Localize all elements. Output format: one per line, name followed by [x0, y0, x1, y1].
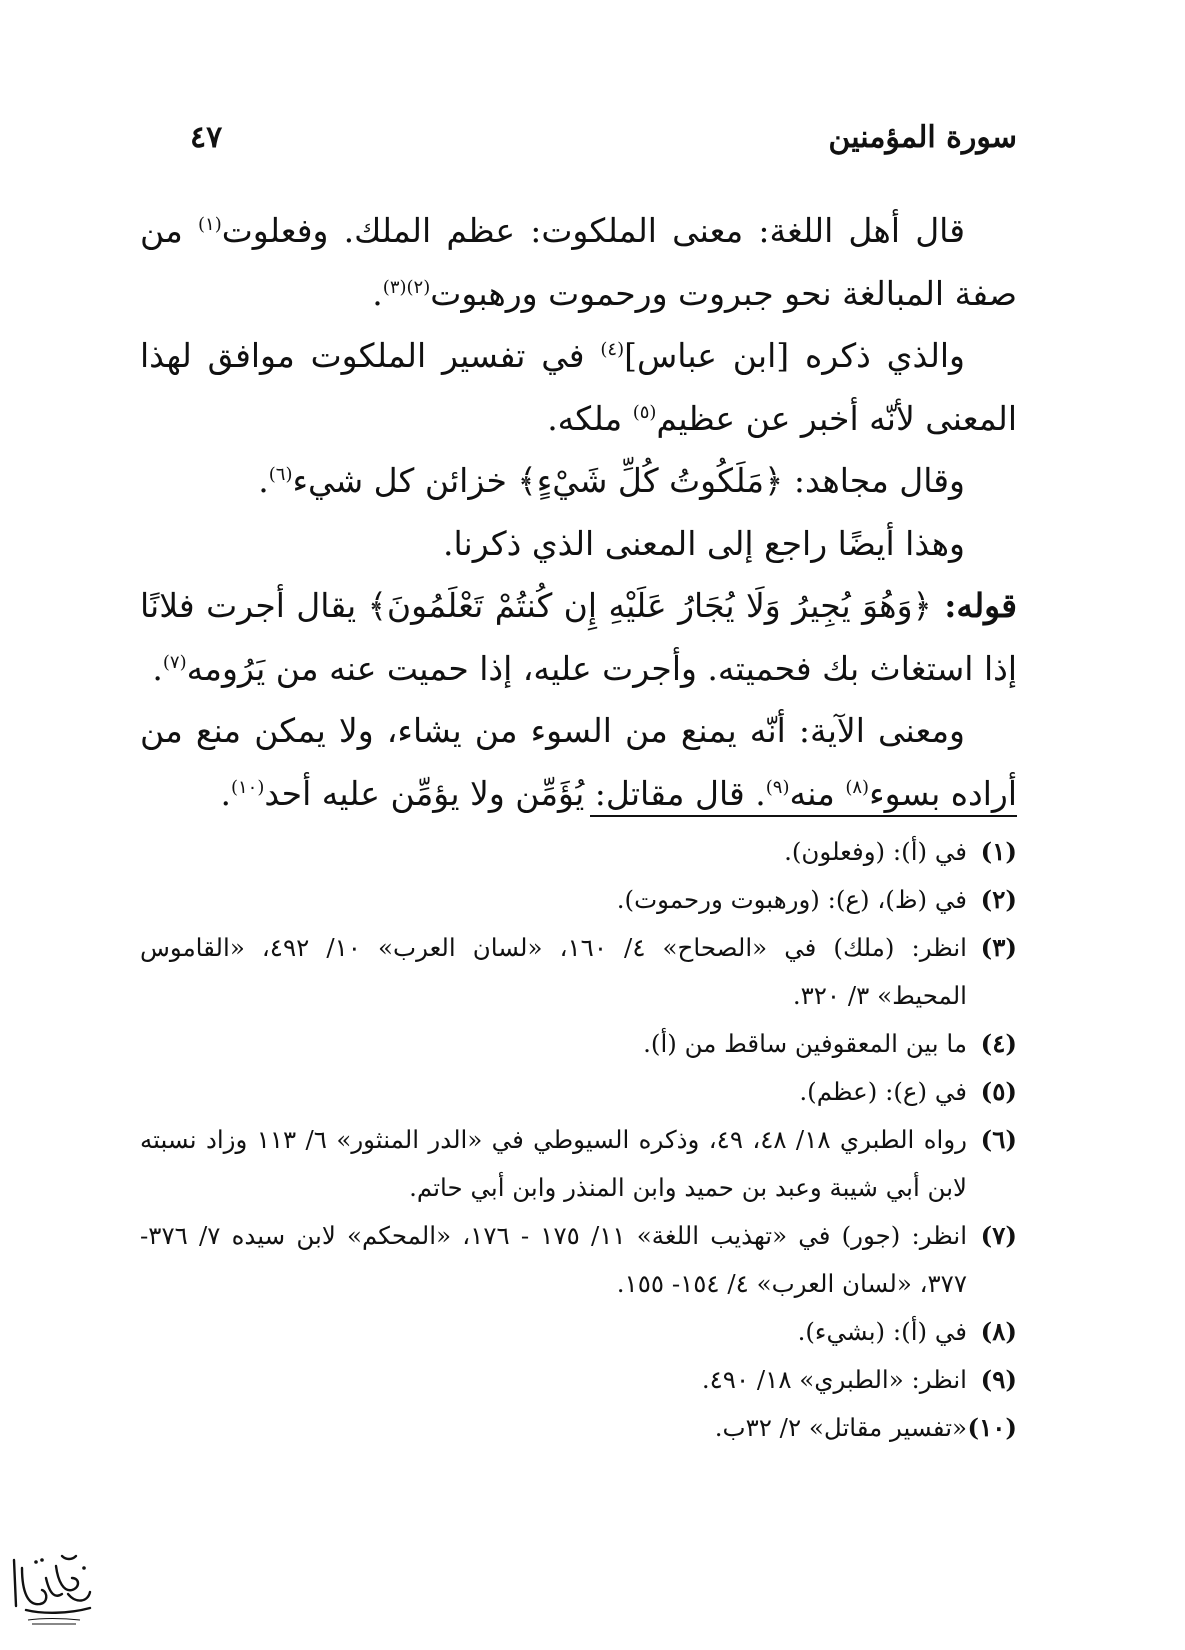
footnote-number: (١٠)	[967, 1413, 1017, 1442]
page-number: ٤٧	[190, 120, 223, 155]
footnote-number: (٨)	[980, 1317, 1017, 1346]
footnote-number: (٣)	[980, 933, 1017, 962]
footnote-item	[140, 1212, 1017, 1308]
footnote-text: رواه الطبري ١٨/ ٤٨، ٤٩، وذكره السيوطي في «الدر المنثور» ٦/ ١١٣ وزاد نسبته لابن أبي شيبة وعبد بن حميد وابن المنذر وابن أبي حاتم.	[140, 1125, 968, 1202]
footnote-item	[140, 924, 1017, 1020]
footnote-text: في (أ): (بشيء).	[797, 1317, 967, 1346]
text-run: وقال مجاهد:	[783, 461, 965, 500]
footnote-ref-8[interactable]: (٨)	[845, 776, 870, 798]
footnote-item	[140, 1068, 1017, 1116]
text-run: خزائن كل شيء	[292, 461, 518, 500]
footnote-ref-5[interactable]: (٥)	[632, 401, 657, 423]
text-run: من صفة المبالغة نحو جبروت ورحموت ورهبوت	[140, 211, 1017, 313]
text-run: وهذا أيضًا راجع إلى المعنى الذي ذكرنا.	[443, 523, 965, 563]
footnote-number: (٥)	[980, 1077, 1017, 1106]
text-run: منه	[789, 773, 846, 813]
footnote-text: ما بين المعقوفين ساقط من (أ).	[643, 1029, 967, 1058]
footnote-ref-10[interactable]: (١٠)	[230, 776, 265, 798]
footnote-text: في (ظ)، (ع): (ورهبوت ورحموت).	[616, 885, 967, 914]
footnote-text: في (أ): (وفعلون).	[784, 837, 967, 866]
footnote-ref-1[interactable]: (١)	[198, 214, 222, 235]
footnote-text: انظر: (ملك) في «الصحاح» ٤/ ١٦٠، «لسان العرب» ١٠/ ٤٩٢، «القاموس المحيط» ٣/ ٣٢٠.	[140, 933, 967, 1010]
text-run: في تفسير الملكوت موافق لهذا المعنى لأنّه أخبر عن عظيم	[140, 336, 1017, 438]
text-run: والذي ذكره [ابن عباس]	[624, 336, 965, 375]
text-run: .	[220, 773, 231, 813]
text-run: ومعنى الآية: أنّه يمنع من السوء من يشاء، ولا يمكن منع من أراده بسوء	[140, 711, 1017, 813]
footnote-divider	[590, 815, 1017, 817]
footnote-number: (٢)	[980, 885, 1017, 914]
footnote-number: (٤)	[980, 1029, 1017, 1058]
paragraph-5	[140, 575, 1017, 700]
main-text	[140, 200, 1017, 825]
footnote-item	[140, 1308, 1017, 1356]
footnote-text: في (ع): (عظم).	[799, 1077, 967, 1106]
text-run: قال أهل اللغة: معنى الملكوت: عظم الملك. وفعلوت	[221, 211, 965, 250]
paragraph-2	[140, 325, 1017, 450]
footnote-text: «تفسير مقاتل» ٢/ ٣٢ب.	[714, 1413, 967, 1442]
footnote-number: (٧)	[980, 1221, 1017, 1250]
text-run: .	[258, 461, 269, 500]
footnote-ref-4[interactable]: (٤)	[600, 339, 625, 360]
surah-title: سورة المؤمنين	[828, 120, 1017, 155]
footnote-text: انظر: (جور) في «تهذيب اللغة» ١١/ ١٧٥ - ١٧٦، «المحكم» لابن سيده ٧/ ٣٧٦- ٣٧٧، «لسان العرب» ٤/ ١٥٤- ١٥٥.	[140, 1221, 968, 1298]
paragraph-4	[140, 513, 1017, 576]
footnote-number: (٩)	[980, 1365, 1017, 1394]
text-run: ملكه.	[547, 398, 633, 438]
footnote-item	[140, 876, 1017, 924]
footnote-ref-6[interactable]: (٦)	[268, 464, 293, 485]
almostafa-calligraphy-logo	[6, 1548, 98, 1628]
footnotes	[140, 828, 1017, 1452]
footnote-ref-3[interactable]: (٣)	[382, 276, 407, 298]
footnote-item	[140, 1116, 1017, 1212]
footnote-item	[140, 1356, 1017, 1404]
footnote-number: (١)	[980, 837, 1017, 866]
text-run: قوله:	[931, 586, 1017, 625]
text-run: .	[372, 273, 383, 313]
quran-verse: ﴿وَهُوَ يُجِيرُ وَلَا يُجَارُ عَلَيْهِ إِن كُنتُمْ تَعْلَمُونَ﴾	[367, 586, 932, 625]
quran-verse: ﴿مَلَكُوتُ كُلِّ شَيْءٍ﴾	[517, 461, 784, 500]
paragraph-3	[140, 450, 1017, 513]
paragraph-6	[140, 700, 1017, 825]
footnote-text: انظر: «الطبري» ١٨/ ٤٩٠.	[701, 1365, 967, 1394]
footnote-ref-2[interactable]: (٢)	[406, 276, 431, 298]
page-header	[190, 120, 1017, 160]
footnote-item	[140, 828, 1017, 876]
footnote-item	[140, 1020, 1017, 1068]
text-run: .	[152, 648, 163, 688]
footnote-ref-9[interactable]: (٩)	[765, 776, 790, 798]
text-run: يقال أجرت فلانًا إذا استغاث بك فحميته. وأجرت عليه، إذا حميت عنه من يَرُومه	[140, 586, 1017, 688]
paragraph-1	[140, 200, 1017, 325]
footnote-ref-7[interactable]: (٧)	[162, 651, 187, 673]
footnote-number: (٦)	[980, 1125, 1017, 1154]
text-run: . قال مقاتل: يُؤَمِّن ولا يؤمِّن عليه أحد	[264, 773, 766, 813]
footnote-item	[140, 1404, 1017, 1452]
